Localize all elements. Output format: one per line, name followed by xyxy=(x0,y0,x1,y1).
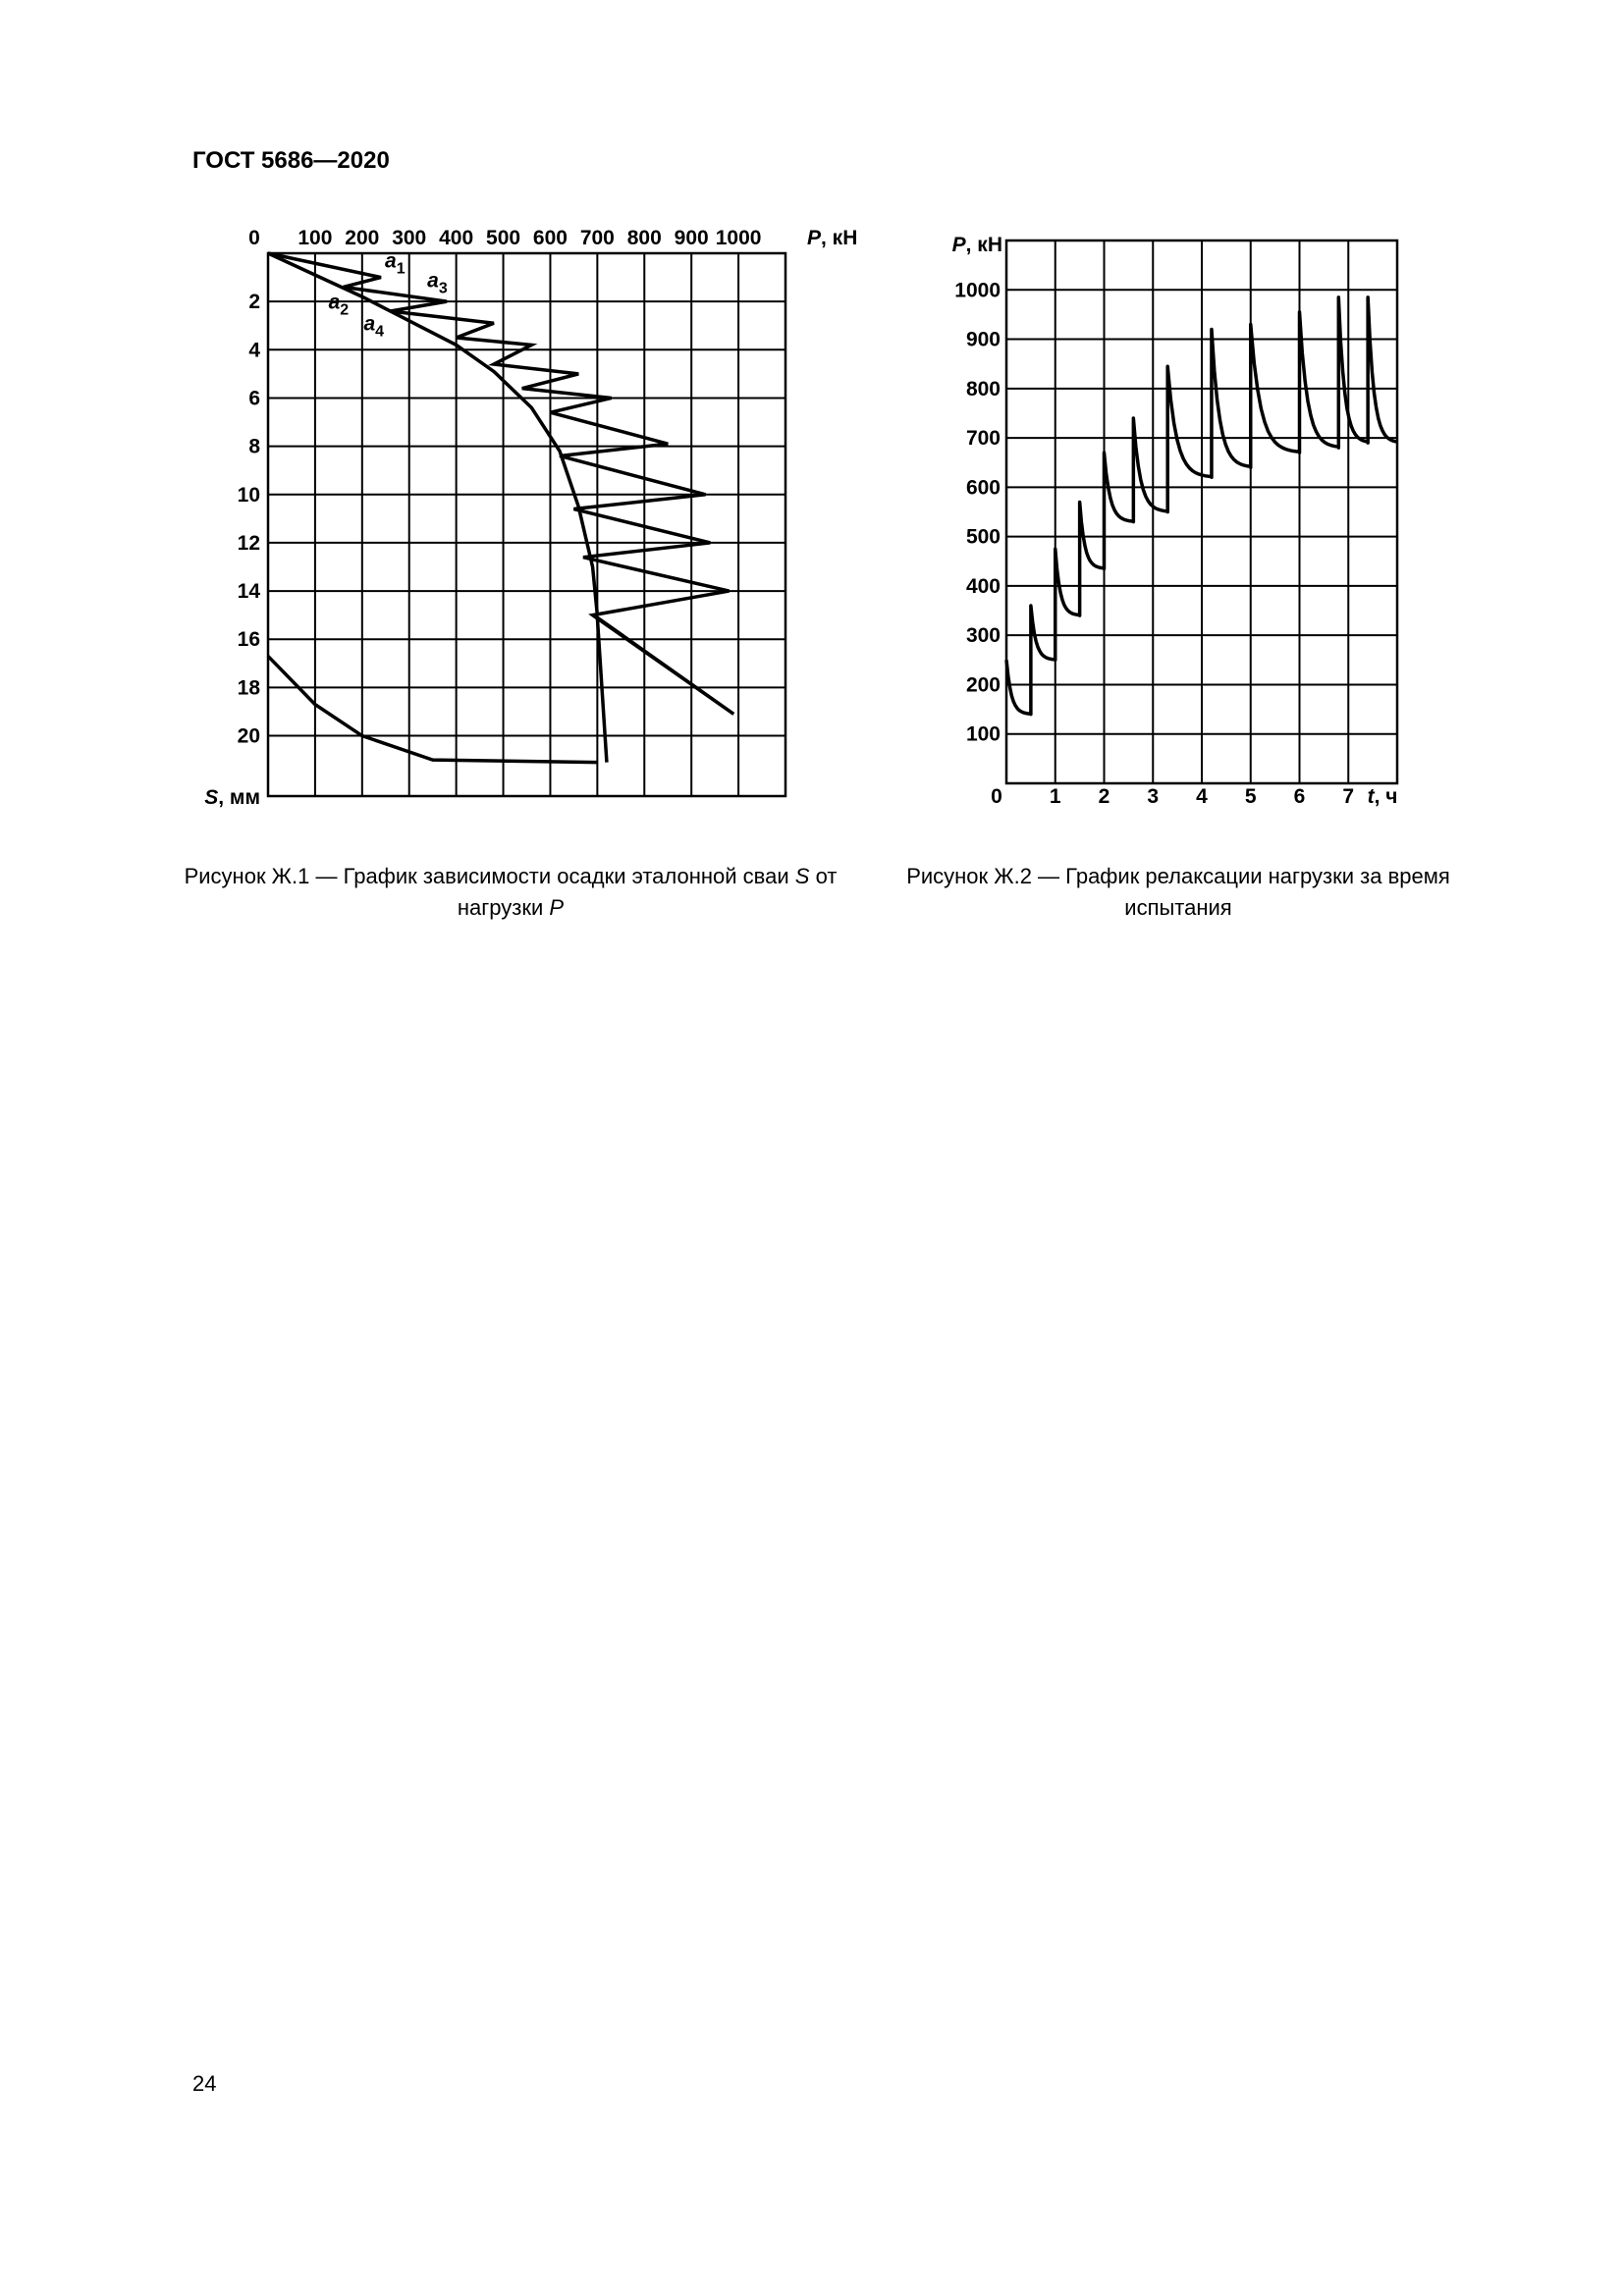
series-line-envelope xyxy=(268,253,597,615)
y-tick-label: 700 xyxy=(965,427,1001,451)
annotation-subscript: 1 xyxy=(396,260,406,278)
plot-frame xyxy=(268,253,785,796)
caption-1-mid: от нагрузки xyxy=(457,864,838,920)
annotation-base: a xyxy=(385,249,397,273)
caption-1-prefix: Рисунок Ж.1 — График зависимости осадки эталонной сваи xyxy=(184,864,789,888)
figure-1-caption xyxy=(177,861,844,924)
caption-1-var-p: P xyxy=(549,895,565,920)
caption-2-line-2: испытания xyxy=(1124,895,1232,920)
x-axis-variable: t xyxy=(1367,785,1375,808)
annotation-base: a xyxy=(427,269,439,293)
y-tick-label: 16 xyxy=(237,628,260,652)
x-tick-label: 500 xyxy=(486,227,521,249)
x-tick-label: 1 xyxy=(1049,785,1061,808)
x-tick-label: 0 xyxy=(991,785,1002,808)
y-axis-unit: , мм xyxy=(218,786,260,809)
annotation-label xyxy=(363,313,384,341)
document-header: ГОСТ 5686—2020 xyxy=(192,147,390,174)
y-tick-label: 600 xyxy=(965,476,1001,500)
caption-1-var-s: S xyxy=(794,864,810,888)
x-tick-label: 300 xyxy=(392,227,427,249)
y-tick-label: 500 xyxy=(965,525,1001,549)
y-tick-label: 300 xyxy=(965,624,1001,648)
x-tick-label: 6 xyxy=(1293,785,1306,808)
x-tick-label: 7 xyxy=(1342,785,1355,808)
x-tick-label: 3 xyxy=(1147,785,1160,808)
caption-2-line-1: Рисунок Ж.2 — График релаксации нагрузки за время xyxy=(906,864,1450,888)
annotation-subscript: 2 xyxy=(340,301,350,319)
x-tick-label: 800 xyxy=(626,227,662,249)
y-tick-label: 10 xyxy=(237,483,260,507)
annotation-label xyxy=(427,269,448,296)
x-tick-label: 700 xyxy=(579,227,615,249)
x-axis-label xyxy=(807,227,857,249)
settlement-chart-svg xyxy=(177,221,858,849)
x-tick-label: 2 xyxy=(1098,785,1110,808)
annotation-subscript: 3 xyxy=(438,280,448,297)
x-tick-label: 4 xyxy=(1196,785,1208,808)
page-number: 24 xyxy=(192,2071,217,2096)
relaxation-chart-svg xyxy=(854,221,1502,849)
figure-relaxation-chart xyxy=(854,221,1502,924)
x-tick-label: 900 xyxy=(674,227,709,249)
y-tick-label: 14 xyxy=(237,580,260,604)
x-axis-unit: , кН xyxy=(821,227,858,249)
x-tick-label: 0 xyxy=(248,227,260,249)
y-tick-label: 18 xyxy=(237,676,260,700)
x-tick-label: 400 xyxy=(439,227,474,249)
y-tick-label: 900 xyxy=(965,328,1001,351)
y-axis-label xyxy=(204,786,260,809)
y-tick-label: 8 xyxy=(248,435,260,458)
y-tick-label: 1000 xyxy=(954,279,1001,302)
x-tick-label: 100 xyxy=(298,227,333,249)
x-axis-label xyxy=(1368,785,1398,808)
y-tick-label: 200 xyxy=(965,673,1001,697)
x-axis-variable: P xyxy=(807,227,822,249)
y-tick-label: 2 xyxy=(248,291,260,314)
y-tick-label: 12 xyxy=(237,531,260,555)
y-axis-variable: S xyxy=(204,786,219,809)
annotation-base: a xyxy=(328,291,341,314)
series-line-load-unload xyxy=(268,253,733,763)
annotation-subscript: 4 xyxy=(375,323,385,341)
y-tick-label: 20 xyxy=(237,724,260,748)
y-axis-unit: , кН xyxy=(965,234,1002,256)
x-tick-label: 1000 xyxy=(715,227,762,249)
x-tick-label: 600 xyxy=(532,227,568,249)
y-axis-label xyxy=(952,234,1002,256)
x-tick-label: 5 xyxy=(1244,785,1257,808)
y-tick-label: 4 xyxy=(248,339,260,362)
annotation-base: a xyxy=(363,312,376,336)
figure-2-caption xyxy=(854,861,1502,924)
x-tick-label: 200 xyxy=(345,227,380,249)
y-axis-variable: P xyxy=(951,234,966,256)
y-tick-label: 6 xyxy=(248,387,260,410)
series-line-rebound xyxy=(268,656,597,762)
x-axis-unit: , ч xyxy=(1374,785,1398,808)
annotation-label xyxy=(329,292,350,319)
y-tick-label: 100 xyxy=(965,722,1001,746)
y-tick-label: 800 xyxy=(965,377,1001,400)
figure-settlement-chart xyxy=(177,221,858,924)
y-tick-label: 400 xyxy=(965,574,1001,598)
